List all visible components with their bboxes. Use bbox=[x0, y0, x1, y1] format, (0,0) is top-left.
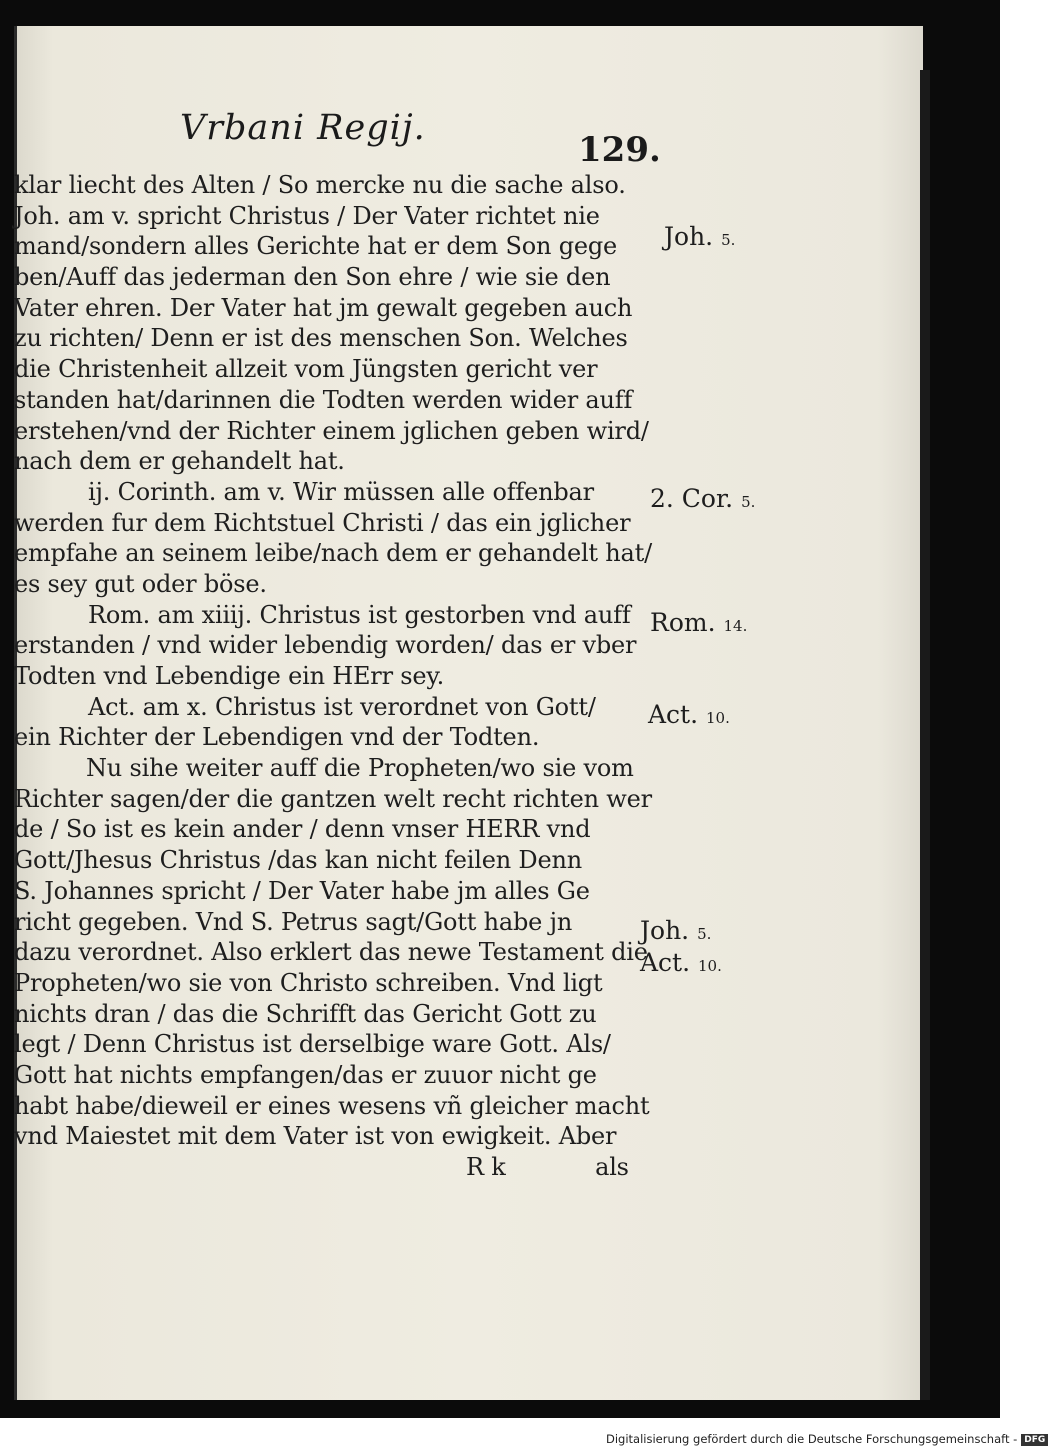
marginal-book: Joh. bbox=[664, 222, 714, 251]
text-line: ben/Auff das jederman den Son ehre / wie sie den bbox=[14, 263, 611, 292]
main-text-block bbox=[14, 170, 654, 1183]
marginal-reference bbox=[650, 484, 755, 513]
marginal-chapter: 14. bbox=[723, 617, 748, 635]
text-line: S. Johannes spricht / Der Vater habe jm alles Ge bbox=[14, 876, 590, 905]
text-line: Joh. am v. spricht Christus / Der Vater richtet nie bbox=[14, 201, 600, 230]
catch-line bbox=[14, 1152, 654, 1183]
text-line: es sey gut oder böse. bbox=[14, 569, 267, 598]
marginal-book: 2. Cor. bbox=[650, 484, 734, 513]
marginal-book: Joh. bbox=[640, 916, 690, 945]
text-line: zu richten/ Denn er ist des menschen Son. Welches bbox=[14, 324, 628, 353]
text-line: Gott/Jhesus Christus /das kan nicht feilen Denn bbox=[14, 846, 582, 875]
marginal-reference bbox=[664, 222, 735, 251]
dfg-logo: DFG bbox=[1021, 1434, 1048, 1446]
signature-mark: R k bbox=[466, 1153, 506, 1181]
marginal-chapter: 5. bbox=[721, 231, 736, 249]
digitization-credit bbox=[606, 1432, 1048, 1446]
text-line: mand/sondern alles Gerichte hat er dem Son gege bbox=[14, 232, 618, 261]
text-line: Act. am x. Christus ist verordnet von Gott/ bbox=[88, 692, 596, 721]
marginal-book: Rom. bbox=[650, 608, 716, 637]
marginal-book: Act. bbox=[640, 948, 691, 977]
text-line: habt habe/dieweil er eines wesens vñ gleicher macht bbox=[14, 1091, 650, 1120]
text-line: die Christenheit allzeit vom Jüngsten gericht ver bbox=[14, 355, 598, 384]
text-line: standen hat/darinnen die Todten werden wider auff bbox=[14, 385, 633, 414]
running-head: Vrbani Regij. bbox=[180, 108, 426, 148]
marginal-chapter: 10. bbox=[698, 957, 722, 975]
text-line: Vater ehren. Der Vater hat jm gewalt gegeben auch bbox=[14, 293, 633, 322]
text-line: legt / Denn Christus ist derselbige ware Gott. Als/ bbox=[14, 1030, 611, 1059]
marginal-chapter: 5. bbox=[697, 925, 712, 943]
marginal-reference bbox=[648, 700, 730, 729]
text-line: werden fur dem Richtstuel Christi / das ein jglicher bbox=[14, 508, 631, 537]
text-line: Todten vnd Lebendige ein HErr sey. bbox=[14, 662, 445, 690]
page-number: 129. bbox=[578, 130, 661, 170]
text-line: Rom. am xiiij. Christus ist gestorben vnd auff bbox=[88, 600, 631, 629]
text-line: richt gegeben. Vnd S. Petrus sagt/Gott habe jn bbox=[14, 907, 573, 936]
credit-text: Digitalisierung gefördert durch die Deutsche Forschungsgemeinschaft - bbox=[606, 1432, 1018, 1446]
marginal-book: Act. bbox=[648, 700, 699, 729]
text-line: erstehen/vnd der Richter einem jglichen geben wird/ bbox=[14, 416, 649, 445]
text-line: Richter sagen/der die gantzen welt recht richten wer bbox=[14, 784, 652, 813]
marginal-chapter: 10. bbox=[706, 709, 730, 727]
text-line: de / So ist es kein ander / denn vnser HERR vnd bbox=[14, 815, 591, 844]
marginal-chapter: 5. bbox=[741, 493, 756, 511]
text-line: dazu verordnet. Also erklert das newe Testament die bbox=[14, 938, 648, 967]
text-line: ij. Corinth. am v. Wir müssen alle offenbar bbox=[88, 477, 594, 506]
text-line: Nu sihe weiter auff die Propheten/wo sie vom bbox=[86, 754, 634, 783]
text-line: Propheten/wo sie von Christo schreiben. Vnd ligt bbox=[14, 968, 603, 997]
marginal-reference bbox=[640, 948, 722, 977]
text-line: empfahe an seinem leibe/nach dem er gehandelt hat/ bbox=[14, 539, 653, 568]
page-edge bbox=[920, 70, 930, 1400]
marginal-reference bbox=[640, 916, 711, 945]
text-line: nichts dran / das die Schrifft das Gericht Gott zu bbox=[14, 999, 597, 1028]
catchword: als bbox=[595, 1153, 629, 1181]
text-line: vnd Maiestet mit dem Vater ist von ewigkeit. Aber bbox=[14, 1122, 617, 1151]
text-line: ein Richter der Lebendigen vnd der Todten. bbox=[14, 723, 540, 752]
marginal-reference bbox=[650, 608, 747, 637]
text-line: klar liecht des Alten / So mercke nu die sache also. bbox=[14, 171, 626, 199]
text-line: Gott hat nichts empfangen/das er zuuor nicht ge bbox=[14, 1060, 597, 1089]
text-line: nach dem er gehandelt hat. bbox=[14, 447, 345, 476]
text-line: erstanden / vnd wider lebendig worden/ das er vber bbox=[14, 631, 637, 660]
